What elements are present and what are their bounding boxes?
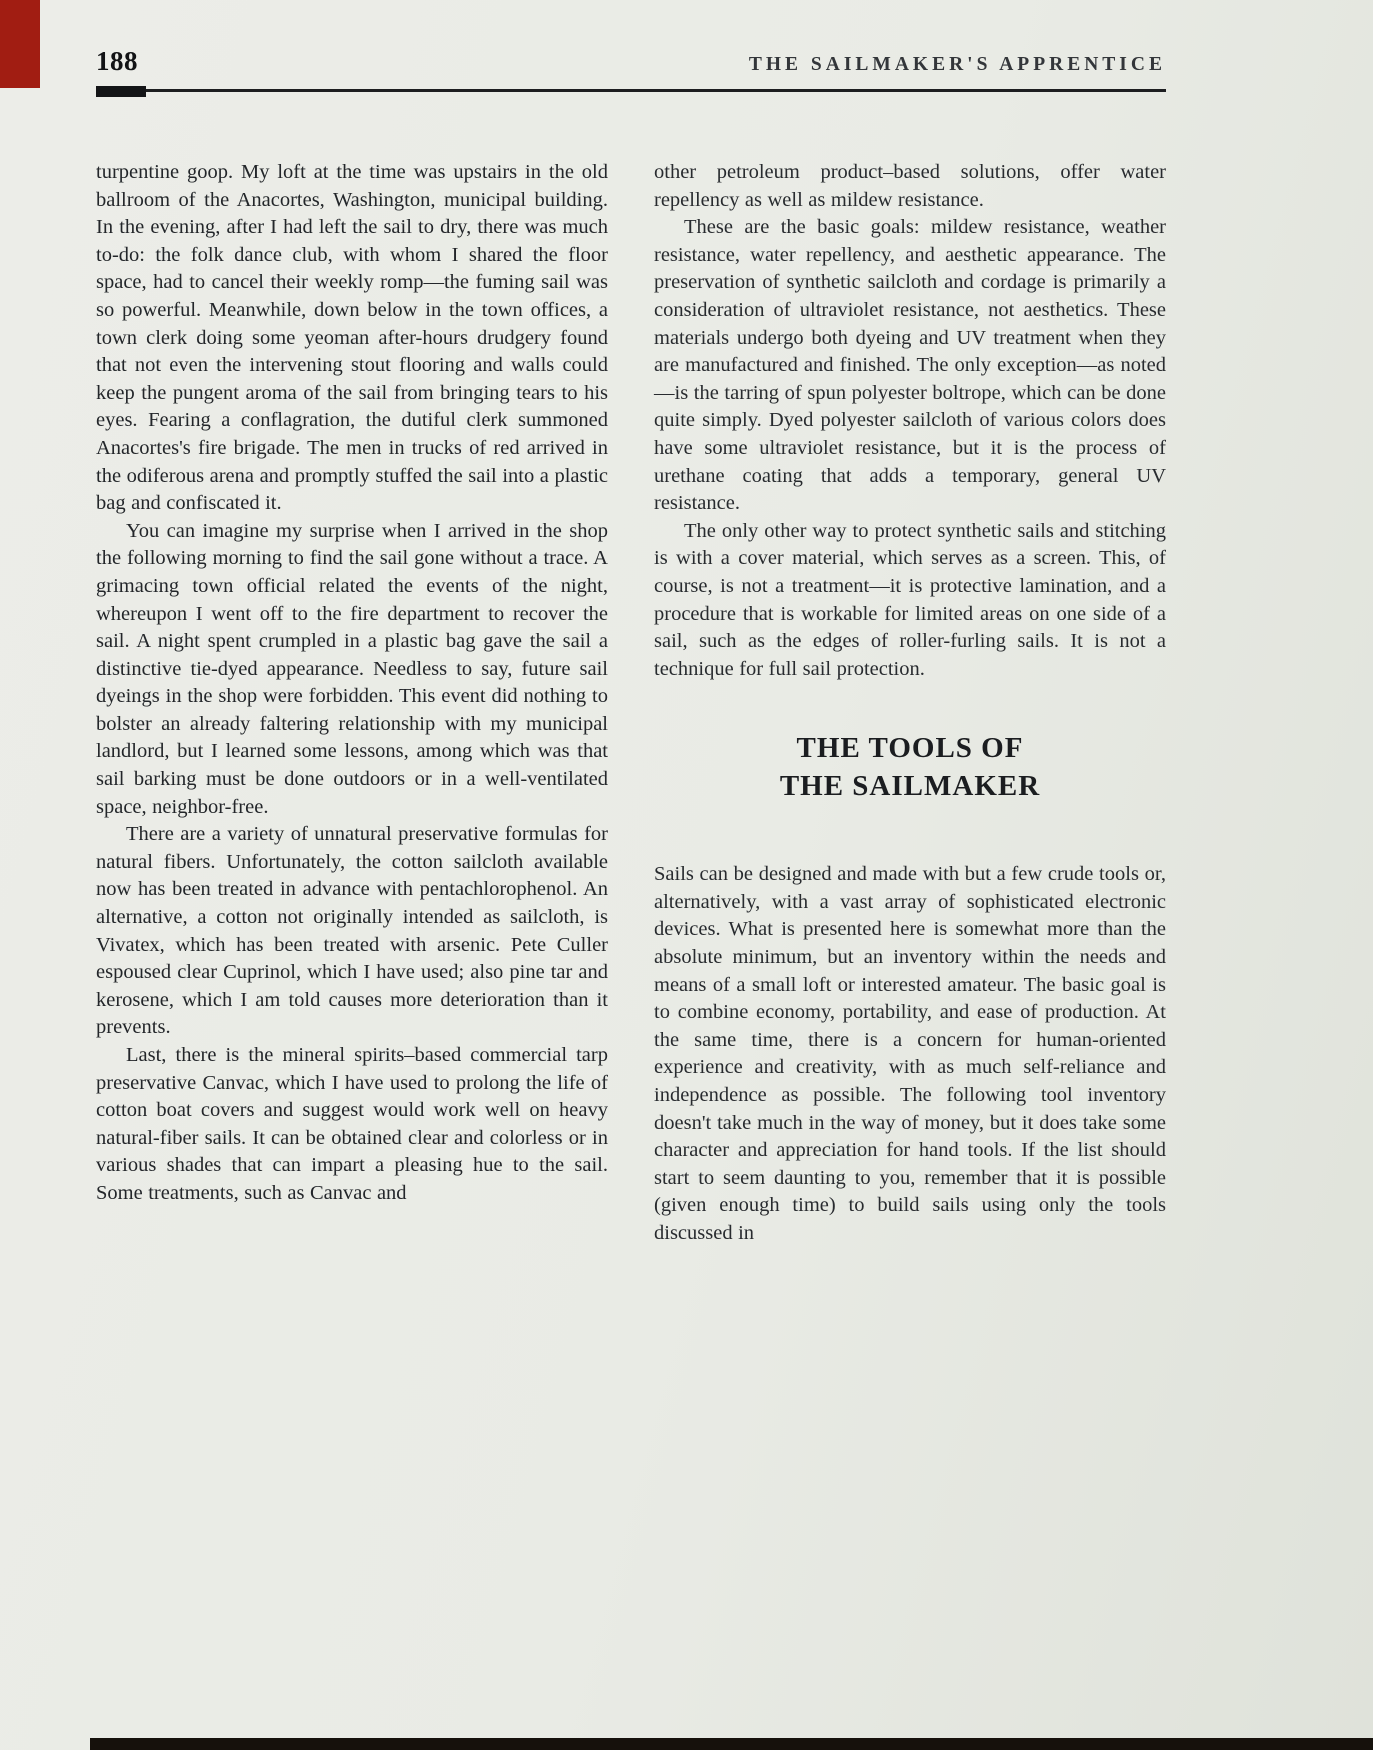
header-rule xyxy=(96,86,1166,97)
paragraph: There are a variety of unnatural preservative formulas for natural fibers. Unfortunately, the cotton sailcloth available now has been treated in advance with pentachlorophenol. An alternative, a cotton not originally intended as sailcloth, is Vivatex, which has been treated with arsenic. Pete Culler espoused clear Cuprinol, which I have used; also pine tar and kerosene, which I am told causes more deterioration than it prevents. xyxy=(96,823,608,1039)
paragraph: The only other way to protect synthetic sails and stitching is with a cover material, which serves as a screen. This, of course, is not a treatment—it is protective lamination, and a procedure that is workable for limited areas on one side of a sail, such as the edges of roller-furling sails. It is not a technique for full sail protection. xyxy=(654,519,1166,680)
left-column xyxy=(96,159,608,1248)
scan-edge-bottom-strip xyxy=(90,1738,1373,1750)
paragraph: These are the basic goals: mildew resistance, weather resistance, water repellency, and aesthetic appearance. The preservation of synthetic sailcloth and cordage is primarily a consideration of ultraviolet resistance, not aesthetics. These materials undergo both dyeing and UV treatment when they are manufactured and finished. The only exception—as noted—is the tarring of spun polyester boltrope, which can be done quite simply. Dyed polyester sailcloth of various colors does have some ultraviolet resistance, but it is the process of urethane coating that adds a temporary, general UV resistance. xyxy=(654,216,1166,515)
right-column xyxy=(654,159,1166,1248)
paragraph: Sails can be designed and made with but a few crude tools or, alternatively, with a vast array of sophisticated electronic devices. What is presented here is somewhat more than the absolute minimum, but an inventory within the needs and means of a small loft or interested amateur. The basic goal is to combine economy, portability, and ease of production. At the same time, there is a concern for human-oriented experience and creativity, with as much self-reliance and independence as possible. The following tool inventory doesn't take much in the way of money, but it does take some character and appreciation for hand tools. If the list should start to seem daunting to you, remember that it is possible (given enough time) to build sails using only the tools discussed in xyxy=(654,863,1166,1244)
paragraph: other petroleum product–based solutions, offer water repellency as well as mildew resistance. xyxy=(654,161,1166,211)
section-heading xyxy=(654,729,1166,805)
paragraph: turpentine goop. My loft at the time was upstairs in the old ballroom of the Anacortes, Washington, municipal building. In the evening, after I had left the sail to dry, there was much to-do: the folk dance club, with whom I shared the floor space, had to cancel their weekly romp—the fuming sail was so powerful. Meanwhile, down below in the town offices, a town clerk doing some yeoman after-hours drudgery found that not even the intervening stout flooring and walls could keep the pungent aroma of the sail from bringing tears to his eyes. Fearing a conflagration, the dutiful clerk summoned Anacortes's fire brigade. The men in trucks of red arrived in the odiferous arena and promptly stuffed the sail into a plastic bag and confiscated it. xyxy=(96,161,608,515)
header-rule-line xyxy=(96,89,1166,92)
section-heading-line-2: THE SAILMAKER xyxy=(779,770,1041,803)
page-number: 188 xyxy=(96,46,138,76)
book-page xyxy=(96,46,1166,1248)
running-title: THE SAILMAKER'S APPRENTICE xyxy=(748,54,1166,75)
paragraph: Last, there is the mineral spirits–based commercial tarp preservative Canvac, which I have used to prolong the life of cotton boat covers and suggest would work well on heavy natural-fiber sails. It can be obtained clear and colorless or in various shades that can impart a pleasing hue to the sail. Some treatments, such as Canvac and xyxy=(96,1044,608,1204)
paragraph: You can imagine my surprise when I arrived in the shop the following morning to find the sail gone without a trace. A grimacing town official related the events of the night, whereupon I went off to the fire department to recover the sail. A night spent crumpled in a plastic bag gave the sail a distinctive tie-dyed appearance. Needless to say, future sail dyeings in the shop were forbidden. This event did nothing to bolster an already faltering relationship with my municipal landlord, but I learned some lessons, among which was that sail barking must be done outdoors or in a well-ventilated space, neighbor-free. xyxy=(96,519,608,818)
header-rule-accent xyxy=(96,86,146,97)
scan-edge-red-corner xyxy=(0,0,40,88)
section-heading-line-1: THE TOOLS OF xyxy=(796,732,1024,765)
page-header xyxy=(96,46,1166,77)
text-columns xyxy=(96,159,1166,1248)
